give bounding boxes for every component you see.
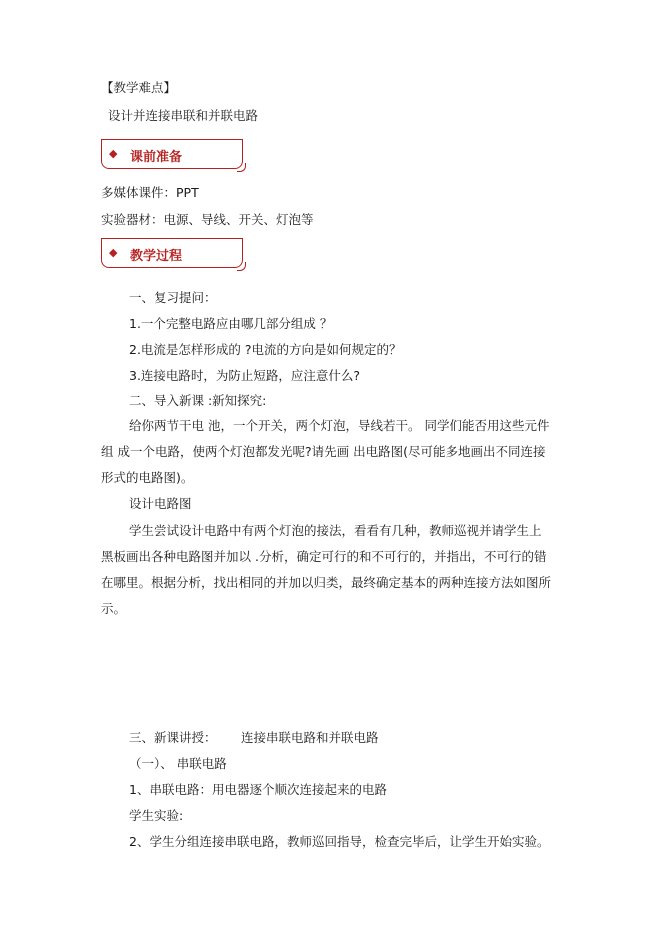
new-lesson-topic: 连接串联电路和并联电路: [241, 730, 379, 745]
design-heading: 设计电路图: [129, 496, 192, 511]
banner-fold-decoration: [237, 163, 246, 172]
diamond-icon: ◆: [109, 246, 118, 259]
prep-banner-title: 课前准备: [130, 150, 183, 165]
difficulty-header: 【教学难点】: [101, 80, 177, 95]
analysis-paragraph-line: 学生尝试设计电路中有两个灯泡的接法，看看有几种，教师巡视并请学生上: [129, 523, 542, 538]
banner-fold-decoration: [237, 262, 246, 271]
analysis-paragraph-line: 黑板画出各种电路图并加以 .分析，确定可行的和不可行的，并指出，不可行的错: [101, 549, 547, 564]
inquiry-paragraph-line: 给你两节干电 池，一个开关，两个灯泡，导线若干。 同学们能否用这些元件: [129, 418, 550, 433]
experiment-step-2: 2、学生分组连接串联电路，教师巡回指导，检查完毕后，让学生开始实验。: [129, 834, 550, 849]
new-lesson-title: 三、新课讲授：: [129, 730, 217, 745]
prep-equipment: 实验器材：电源、导线、开关、灯泡等: [101, 212, 314, 227]
review-title: 一、复习提问：: [129, 290, 217, 305]
difficulty-text: 设计并连接串联和并联电路: [108, 108, 259, 123]
student-experiment-label: 学生实验:: [129, 808, 184, 823]
diamond-icon: ◆: [109, 147, 118, 160]
analysis-paragraph-line: 示。: [101, 601, 127, 616]
series-definition: 1、串联电路：用电器逐个顺次连接起来的电路: [129, 782, 387, 797]
review-question-3: 3.连接电路时，为防止短路，应注意什么?: [129, 368, 361, 383]
prep-media: 多媒体课件：PPT: [101, 185, 199, 200]
intro-title: 二、导入新课 :新知探究:: [129, 393, 267, 408]
inquiry-paragraph-line: 形式的电路图)。: [101, 470, 194, 485]
analysis-paragraph-line: 在哪里。根据分析，找出相同的并加以归类，最终确定基本的两种连接方法如图所: [101, 575, 552, 590]
prep-banner: [101, 139, 243, 169]
process-banner: [101, 238, 243, 268]
series-title: （一）、 串联电路: [129, 756, 227, 771]
process-banner-title: 教学过程: [130, 249, 183, 264]
inquiry-paragraph-line: 组 成一个电路，使两个灯泡都发光呢?请先画 出电路图(尽可能多地画出不同连接: [101, 444, 546, 459]
review-question-1: 1.一个完整电路应由哪几部分组成 ？: [129, 316, 333, 331]
review-question-2: 2.电流是怎样形成的 ?电流的方向是如何规定的？: [129, 342, 402, 357]
